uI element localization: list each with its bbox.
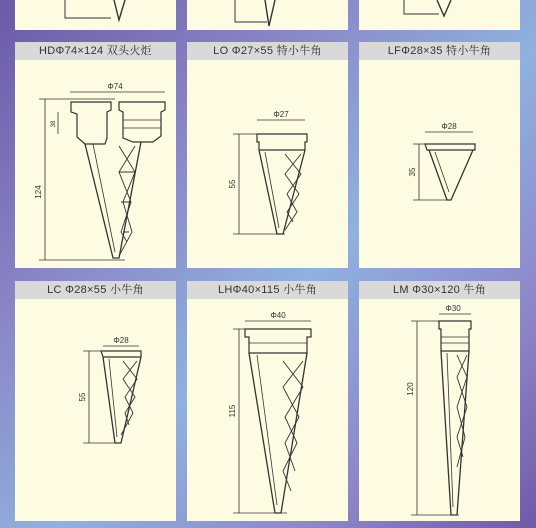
card-title: LFΦ28×35 特小牛角: [359, 42, 520, 60]
diameter-label: Φ28: [113, 336, 129, 345]
card-title: LM Φ30×120 牛角: [359, 281, 520, 299]
card-title: LC Φ28×55 小牛角: [15, 281, 176, 299]
diameter-label: Φ74: [107, 82, 123, 91]
cone-drawing-hd: [15, 42, 176, 268]
product-card-top-2: [187, 0, 348, 30]
cone-drawing-lm: [359, 281, 520, 521]
cone-drawing-lf: [359, 42, 520, 268]
cone-drawing-lo: [187, 42, 348, 268]
diameter-label: Φ30: [445, 304, 461, 313]
height-label: 35: [408, 167, 417, 177]
product-card-lh: [187, 281, 348, 521]
cone-drawing-lc: [15, 281, 176, 521]
cone-drawing: [187, 0, 348, 30]
height-label: 55: [78, 392, 87, 402]
product-card-hd: [15, 42, 176, 268]
diameter-label: Φ28: [441, 122, 457, 131]
cone-drawing: [15, 0, 176, 30]
height-label: 55: [228, 179, 237, 189]
card-title: LO Φ27×55 特小牛角: [187, 42, 348, 60]
product-card-top-1: [15, 0, 176, 30]
product-card-lm: [359, 281, 520, 521]
cone-drawing-lh: [187, 281, 348, 521]
cone-drawing: [359, 0, 520, 30]
diameter-label: Φ27: [273, 110, 289, 119]
height-label: 115: [228, 404, 237, 418]
product-card-top-3: [359, 0, 520, 30]
cup-depth-label: 38: [51, 120, 57, 128]
product-card-lf: [359, 42, 520, 268]
diameter-label: Φ40: [270, 311, 286, 320]
height-label: 120: [406, 382, 415, 396]
card-title: LHΦ40×115 小牛角: [187, 281, 348, 299]
height-label: 124: [34, 185, 43, 199]
product-card-lc: [15, 281, 176, 521]
card-title: HDΦ74×124 双头火炬: [15, 42, 176, 60]
product-card-lo: [187, 42, 348, 268]
